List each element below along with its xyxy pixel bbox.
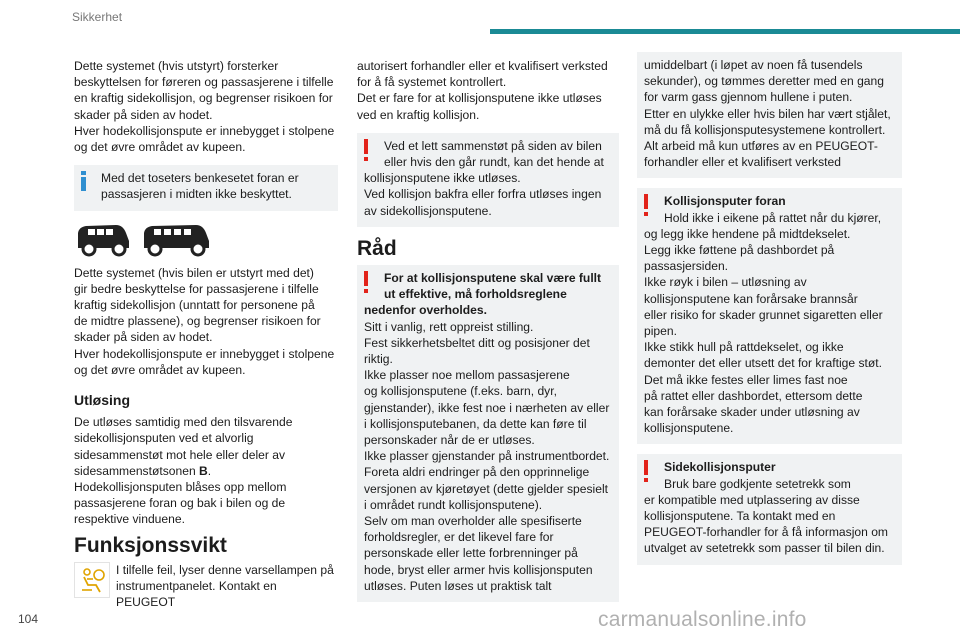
box-title: Kollisjonsputer foran xyxy=(664,194,786,209)
airbag-warning-lamp-icon xyxy=(74,562,110,598)
warning-exclamation-icon xyxy=(361,270,371,298)
advice-continued-box: umiddelbart (i løpet av noen få tusendels sekunder), og tømmes deretter med en gang for varm gass gjennom hullene i puten. Etter en ulykke eller hvis bilen har vært stjålet, må du få kollisjonsputesystemene kontrollert. Alt arbeid må kun utføres av en PEUGEOT- forhandler eller et kvalifisert verksted xyxy=(637,52,902,178)
vehicle-illustrations xyxy=(74,219,338,259)
warning-box-advice: For at kollisjonsputene skal være fullt ut effektive, må forholdsreglene nedenfor overholdes. Sitt i vanlig, rett oppreist stilling. Fest sikkerhetsbeltet ditt og posisjoner det riktig. Ikke plasser noe mellom passasjerene og kollisjonsputene (f.eks. barn, dyr, gjenstander), ikke fest noe i nærheten av eller i kollisjonsputebanen, da dette kan føre til personskader når de er utløses. Ikke plasser gjenstander på instrumentbordet. Foreta aldri endringer på den opprinnelige versjonen av kjøretøyet (dette gjelder spesielt i området rundt kollisjonsputene). Selv om man overholder alle spesifiserte forholdsregler, er det likevel fare for personskade eller lette forbrenninger på hode, bryst eller armer hvis kollisjonsputen utløses. Puten løses ut praktisk talt xyxy=(357,265,619,602)
box-title: Sidekollisjonsputer xyxy=(664,460,776,475)
warning-exclamation-icon xyxy=(641,193,651,221)
warning-exclamation-icon xyxy=(361,138,371,166)
header-accent-bar xyxy=(490,29,960,34)
heading-funksjonssvikt: Funksjonssvikt xyxy=(74,533,227,557)
paragraph-head-airbag-2: Dette systemet (hvis bilen er utstyrt med det) gir bedre beskyttelse for passasjerene i tilfelle kraftig sidekollisjon (unntatt for personene på de midtre plassene), og begrenser risikoen for skader på siden av hodet. Hver hodekollisjonspute er innebygget i stolpene og det øvre området av kupeen. xyxy=(74,265,335,377)
column-3 xyxy=(637,52,902,565)
van-long-icon xyxy=(140,219,212,259)
warning-box-side-airbags: Sidekollisjonsputer Bruk bare godkjente setetrekk som er kompatible med utplassering av disse kollisjonsputene. Ta kontakt med en PEUGEOT-forhandler for å få informasjon om utvalget av setetrekk som passer til bilen din. xyxy=(637,454,902,564)
warning-exclamation-icon xyxy=(641,459,651,487)
van-short-icon xyxy=(74,219,132,259)
paragraph-head-airbag-1: Dette systemet (hvis utstyrt) forsterker beskyttelsen for føreren og passasjerene i tilfelle en kraftig sidekollisjon, og begrenser risikoen for skader på siden av hodet. Hver hodekollisjonspute er innebygget i stolpene og det øvre området av kupeen. xyxy=(74,59,335,155)
warning-lamp-row xyxy=(74,562,338,611)
warning-lamp-text: I tilfelle feil, lyser denne varsellampen på instrumentpanelet. Kontakt en PEUGEOT xyxy=(116,562,334,610)
heading-rad: Råd xyxy=(357,236,397,260)
paragraph-continued: autorisert forhandler eller et kvalifisert verksted for å få systemet kontrollert. Det er fare for at kollisjonsputene ikke utløses ved en kraftig kollisjon. xyxy=(357,59,608,122)
watermark: carmanualsonline.info xyxy=(598,608,807,631)
column-2 xyxy=(357,58,619,602)
heading-utlosing: Utløsing xyxy=(74,392,130,409)
paragraph-utlosing: De utløses samtidig med den tilsvarende sidekollisjonsputen ved et alvorlig sidesammenstøt mot hele eller deler av sidesammenstøtsonen B. Hodekollisjonsputen blåses opp mellom passasjerene foran og bak i bilen og de respektive vinduene. xyxy=(74,415,293,527)
section-title: Sikkerhet xyxy=(72,10,123,24)
warning-box-light-impact: Ved et lett sammenstøt på siden av bilen eller hvis den går rundt, kan det hende at kollisjonsputene ikke utløses. Ved kollisjon bakfra eller forfra utløses ingen av sidekollisjonsputene. xyxy=(357,133,619,227)
info-note-box: Med det toseters benkesetet foran er passasjeren i midten ikke beskyttet. xyxy=(74,165,338,210)
warning-box-front-airbags: Kollisjonsputer foran Hold ikke i eikene på rattet når du kjører, og legg ikke hendene på midtdekselet. Legg ikke føttene på dashbordet på passasjersiden. Ikke røyk i bilen – utløsning av kollisjonsputene kan forårsake brannsår eller risiko for skader grunnet sigaretten eller pipen. Ikke stikk hull på rattdekselet, og ikke demonter det eller utsett det for kraftige støt. Det må ikke festes eller limes fast noe på rattet eller dashbordet, ettersom dette kan forårsake skader under utløsning av kollisjonsputene. xyxy=(637,188,902,444)
page-number: 104 xyxy=(18,612,39,626)
info-icon xyxy=(78,170,89,196)
column-1 xyxy=(74,58,338,610)
